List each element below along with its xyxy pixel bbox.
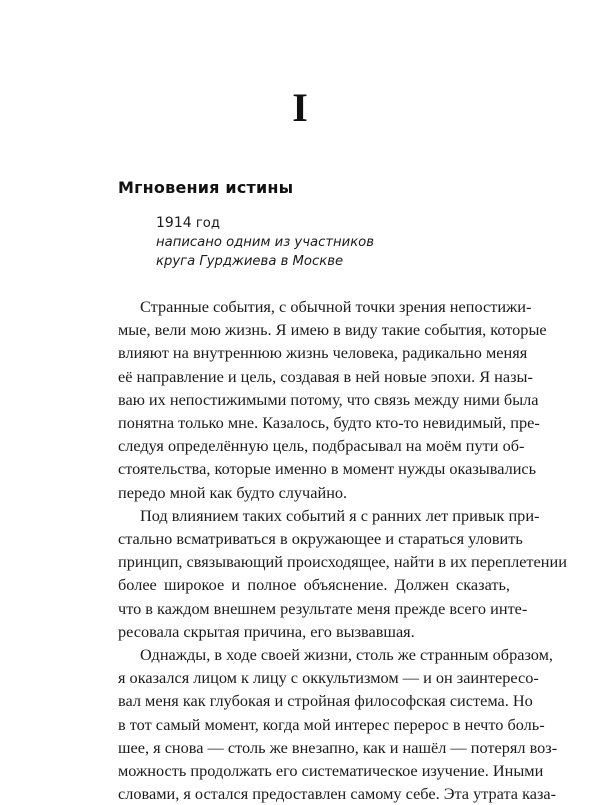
paragraph-2-line: Под влиянием таких событий я с ранних лет привык при- (140, 505, 540, 525)
paragraph-2-line: ресовала скрытая причина, его вызвавшая. (118, 621, 415, 641)
paragraph-3-line: я оказался лицом к лицу с оккультизмом — и он заинтересо- (118, 668, 539, 688)
epigraph-year (156, 214, 374, 233)
epigraph-line-2: круга Гурджиева в Москве (156, 254, 344, 269)
paragraph-3-line: словами, я остался предоставлен самому себе. Эта утрата каза- (118, 784, 557, 804)
paragraph-1-line: её направление и цель, создавая в ней новые эпохи. Я назы- (118, 366, 533, 386)
paragraph-1-line: мые, вели мою жизнь. Я имею в виду такие события, которые (118, 320, 547, 340)
paragraph-3-line: Однажды, в ходе своей жизни, столь же странным образом, (140, 645, 554, 665)
epigraph (156, 214, 374, 271)
paragraph-3-line: в тот самый момент, когда мой интерес перерос в нечто боль- (118, 714, 545, 734)
paragraph-1-line: следуя определённую цель, подбрасывал на моём пути об- (118, 436, 525, 456)
paragraph-1-line: влияют на внутреннюю жизнь человека, радикально меняя (118, 343, 528, 363)
epigraph-year-word: год (195, 216, 220, 231)
paragraph-1-line: ваю их непостижимыми потому, что связь между ними была (118, 389, 539, 409)
epigraph-line-1: написано одним из участников (156, 235, 375, 250)
paragraph-3-line: можность продолжать его систематическое изучение. Иными (118, 761, 544, 781)
paragraph-1-line: передо мной как будто случайно. (118, 482, 348, 502)
paragraph-1-line: стоятельства, которые именно в момент нужды оказывались (118, 459, 537, 479)
paragraph-2-line: принцип, связывающий происходящее, найти в их переплетении (118, 552, 567, 572)
paragraph-1-line: понятна только мне. Казалось, будто кто-то невидимый, пре- (118, 413, 540, 433)
paragraph-2-line: стально всматриваться в окружающее и стараться уловить (118, 529, 523, 549)
chapter-number: I (292, 85, 308, 130)
epigraph-year-number: 1914 (156, 215, 192, 231)
paragraph-1-line: Странные события, с обычной точки зрения непостижи- (140, 297, 532, 316)
chapter-title: Мгновения истины (118, 178, 294, 197)
paragraph-3-line: шее, я снова — столь же внезапно, как и нашёл — потерял воз- (118, 737, 558, 757)
paragraph-2-line: более широкое и полное объяснение. Должен сказать, (118, 575, 510, 595)
paragraph-2-line: что в каждом внешнем результате меня прежде всего инте- (118, 598, 528, 618)
paragraph-3-line: вал меня как глубокая и стройная философская система. Но (118, 691, 533, 711)
body-text (118, 295, 567, 805)
